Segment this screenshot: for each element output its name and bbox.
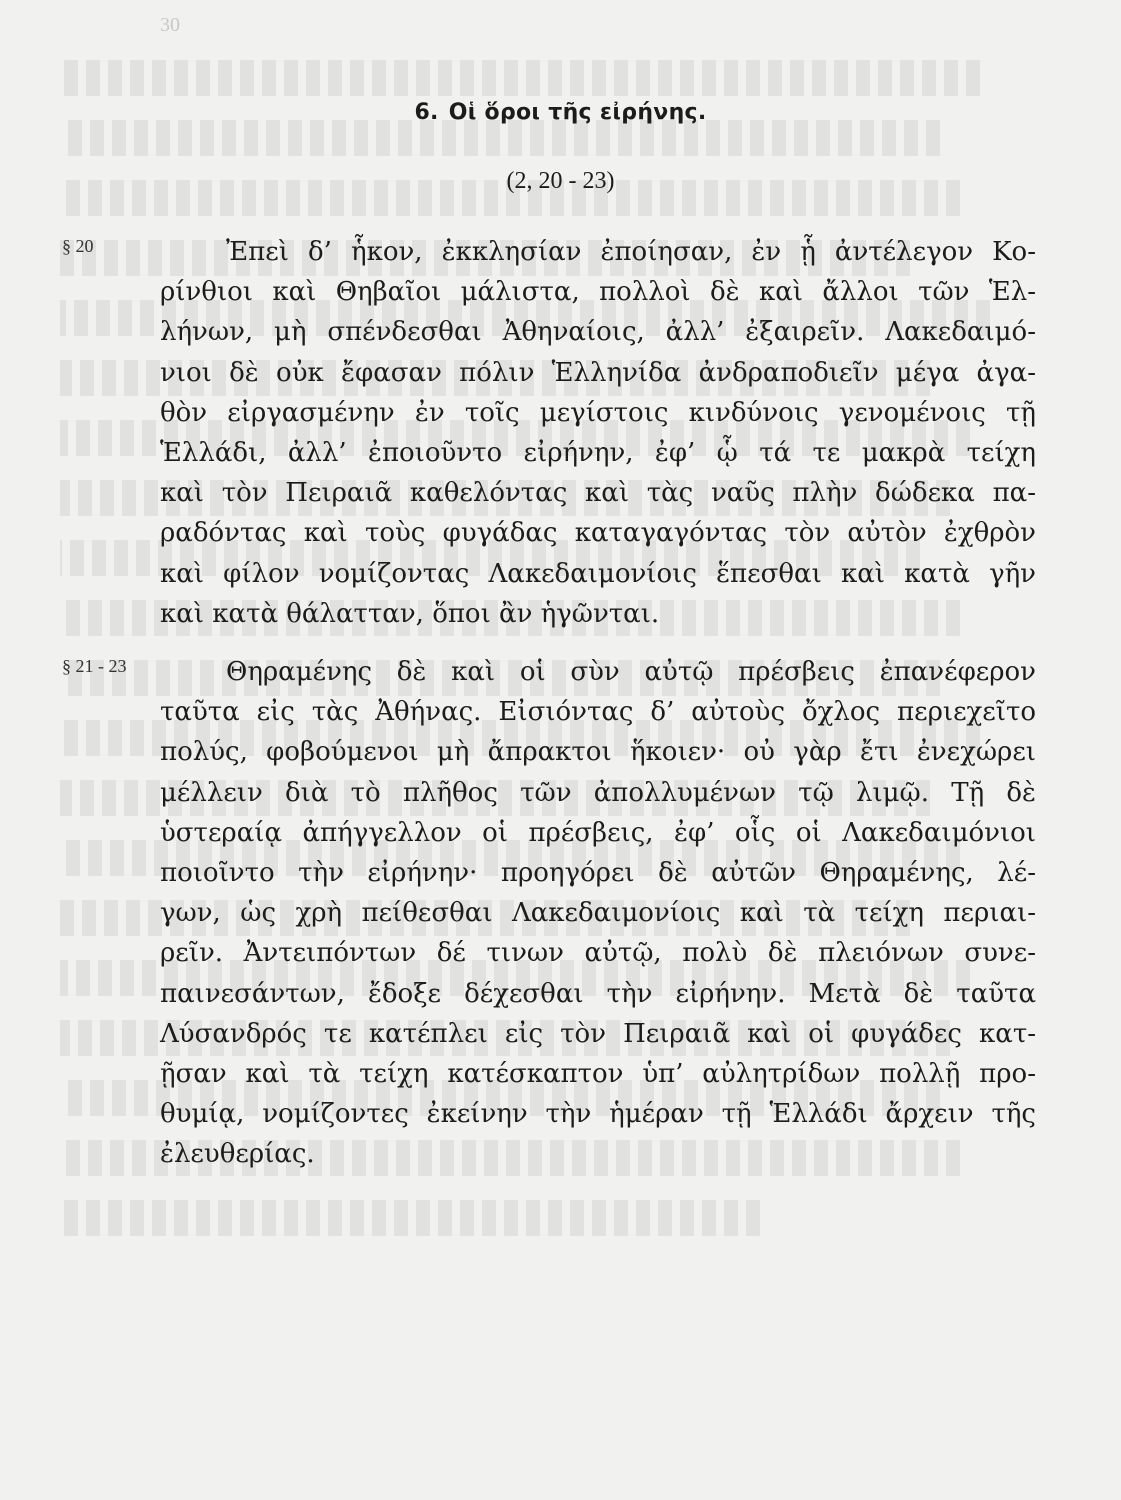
- text-line: ῇσαν καὶ τὰ τείχη κατέσκαπτον ὑπ’ αὐλητρίδων πολλῇ προ-: [160, 1059, 1036, 1090]
- text-line: ὑστεραίᾳ ἀπήγγελλον οἱ πρέσβεις, ἐφ’ οἷς οἱ Λακεδαιμόνιοι: [160, 817, 1036, 848]
- paragraph-2: [160, 652, 1036, 1175]
- passage-reference: (2, 20 - 23): [506, 168, 615, 194]
- text-line: Θηραμένης δὲ καὶ οἱ σὺν αὐτῷ πρέσβεις ἐπανέφερον: [226, 657, 1036, 687]
- section-title: Οἱ ὅροι τῆς εἰρήνης.: [448, 100, 707, 125]
- paragraph-1: [160, 232, 1036, 634]
- section-marker-21-23: § 21 - 23: [62, 656, 127, 676]
- text-line: θυμίᾳ, νομίζοντες ἐκείνην τὴν ἡμέραν τῇ Ἑλλάδι ἄρχειν τῆς: [160, 1099, 1036, 1130]
- text-line: ἐλευθερίας.: [160, 1139, 315, 1170]
- text-line: πολύς, φοβούμενοι μὴ ἄπρακτοι ἥκοιεν· οὐ γὰρ ἔτι ἐνεχώρει: [160, 737, 1036, 768]
- text-line: ποιοῖντο τὴν εἰρήνην· προηγόρει δὲ αὐτῶν Θηραμένης, λέ-: [160, 858, 1036, 889]
- text-line: ταῦτα εἰς τὰς Ἀθήνας. Εἰσιόντας δ’ αὐτοὺς ὄχλος περιεχεῖτο: [160, 697, 1036, 728]
- text-line: νιοι δὲ οὐκ ἔφασαν πόλιν Ἑλληνίδα ἀνδραποδιεῖν μέγα ἀγα-: [160, 357, 1036, 388]
- text-line: καὶ φίλον νομίζοντας Λακεδαιμονίοις ἕπεσθαι καὶ κατὰ γῆν: [160, 558, 1036, 589]
- text-line: Ἐπεὶ δ’ ἧκον, ἐκκλησίαν ἐποίησαν, ἐν ᾗ ἀντέλεγον Κο-: [226, 237, 1036, 267]
- text-line: καὶ κατὰ θάλατταν, ὅποι ἂν ἡγῶνται.: [160, 598, 660, 629]
- text-line: ρεῖν. Ἀντειπόντων δέ τινων αὐτῷ, πολὺ δὲ πλειόνων συνε-: [160, 938, 1036, 969]
- faint-page-number: 30: [160, 14, 180, 36]
- text-line: ραδόντας καὶ τοὺς φυγάδας καταγαγόντας τὸν αὐτὸν ἐχθρὸν: [160, 518, 1036, 549]
- text-line: καὶ τὸν Πειραιᾶ καθελόντας καὶ τὰς ναῦς πλὴν δώδεκα πα-: [160, 478, 1036, 509]
- text-line: μέλλειν διὰ τὸ πλῆθος τῶν ἀπολλυμένων τῷ λιμῷ. Τῇ δὲ: [160, 777, 1036, 808]
- section-marker-20: § 20: [62, 236, 94, 256]
- section-number: 6.: [414, 100, 439, 125]
- text-line: γων, ὡς χρὴ πείθεσθαι Λακεδαιμονίοις καὶ τὰ τείχη περιαι-: [160, 898, 1036, 929]
- text-line: ρίνθιοι καὶ Θηβαῖοι μάλιστα, πολλοὶ δὲ καὶ ἄλλοι τῶν Ἑλ-: [160, 277, 1036, 308]
- text-line: θὸν εἰργασμένην ἐν τοῖς μεγίστοις κινδύνοις γενομένοις τῇ: [160, 397, 1036, 428]
- text-line: Λύσανδρός τε κατέπλει εἰς τὸν Πειραιᾶ καὶ οἱ φυγάδες κατ-: [160, 1018, 1036, 1049]
- section-heading: [0, 100, 1121, 125]
- text-line: Ἑλλάδι, ἀλλ’ ἐποιοῦντο εἰρήνην, ἐφ’ ᾧ τά τε μακρὰ τείχη: [160, 438, 1036, 469]
- text-line: λήνων, μὴ σπένδεσθαι Ἀθηναίοις, ἀλλ’ ἐξαιρεῖν. Λακεδαιμό-: [160, 317, 1036, 348]
- text-line: παινεσάντων, ἔδοξε δέχεσθαι τὴν εἰρήνην. Μετὰ δὲ ταῦτα: [160, 978, 1036, 1009]
